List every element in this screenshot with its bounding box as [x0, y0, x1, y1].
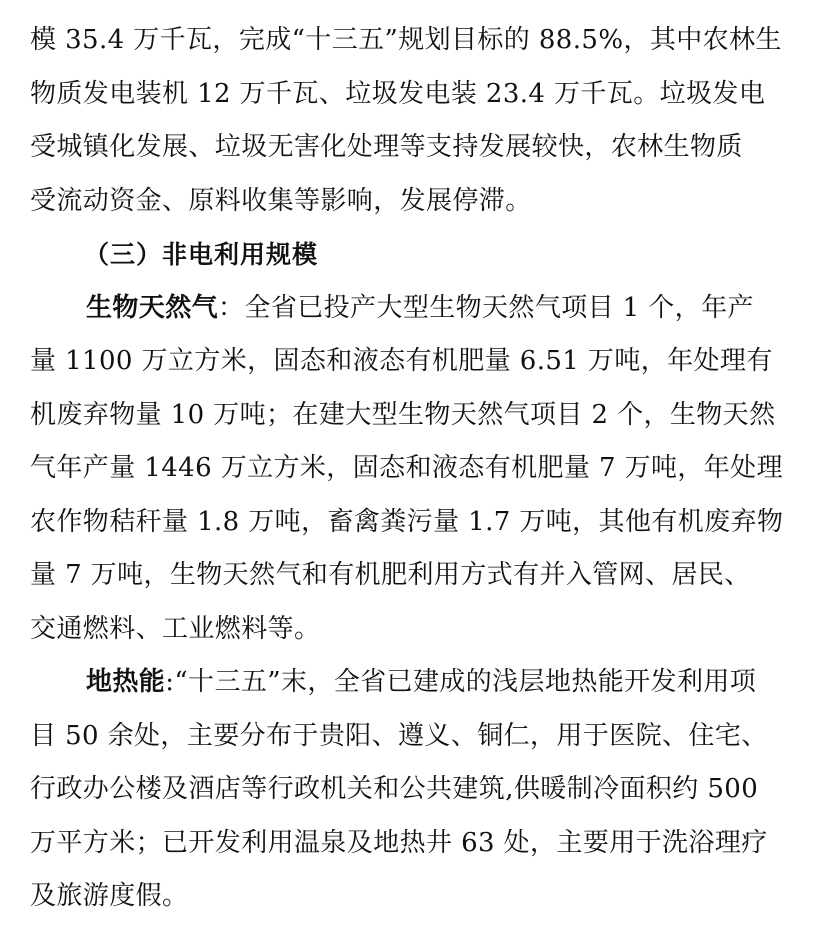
biogas-lead-label: 生物天然气 — [86, 292, 219, 323]
paragraph-line: 量 7 万吨，生物天然气和有机肥利用方式有并入管网、居民、 — [30, 560, 751, 590]
paragraph-line: 受城镇化发展、垃圾无害化处理等支持发展较快，农林生物质 — [30, 132, 743, 162]
paragraph-line: 受流动资金、原料收集等影响，发展停滞。 — [30, 185, 532, 216]
geothermal-first-line-text: :“十三五”末，全省已建成的浅层地热能开发利用项 — [165, 667, 757, 697]
section-heading: （三）非电利用规模 — [84, 240, 319, 269]
biogas-first-line — [30, 282, 813, 336]
geothermal-lead-label: 地热能 — [86, 667, 166, 697]
paragraph-line: 农作物秸秆量 1.8 万吨，畜禽粪污量 1.7 万吨，其他有机废弃物 — [30, 506, 784, 537]
paragraph-line: 气年产量 1446 万立方米，固态和液态有机肥量 7 万吨，年处理 — [30, 453, 783, 483]
biogas-first-line-text: ：全省已投产大型生物天然气项目 1 个，年产 — [218, 292, 754, 323]
paragraph-line: 行政办公楼及酒店等行政机关和公共建筑,供暖制冷面积约 500 — [30, 774, 759, 804]
paragraph-line: 量 1100 万立方米，固态和液态有机肥量 6.51 万吨，年处理有 — [30, 346, 773, 376]
paragraph-line: 目 50 余处，主要分布于贵阳、遵义、铜仁，用于医院、住宅、 — [30, 720, 768, 751]
paragraph-line: 及旅游度假。 — [30, 881, 189, 911]
paragraph-line: 机废弃物量 10 万吨；在建大型生物天然气项目 2 个，生物天然 — [30, 399, 776, 430]
paragraph-line: 物质发电装机 12 万千瓦、垃圾发电装 23.4 万千瓦。垃圾发电 — [30, 78, 766, 109]
paragraph-line: 模 35.4 万千瓦，完成“十三五”规划目标的 88.5%，其中农林生 — [30, 25, 782, 55]
paragraph-line: 交通燃料、工业燃料等。 — [30, 613, 321, 644]
geothermal-first-line — [30, 656, 813, 710]
paragraph-line: 万平方米；已开发利用温泉及地热井 63 处，主要用于洗浴理疗 — [30, 827, 768, 858]
